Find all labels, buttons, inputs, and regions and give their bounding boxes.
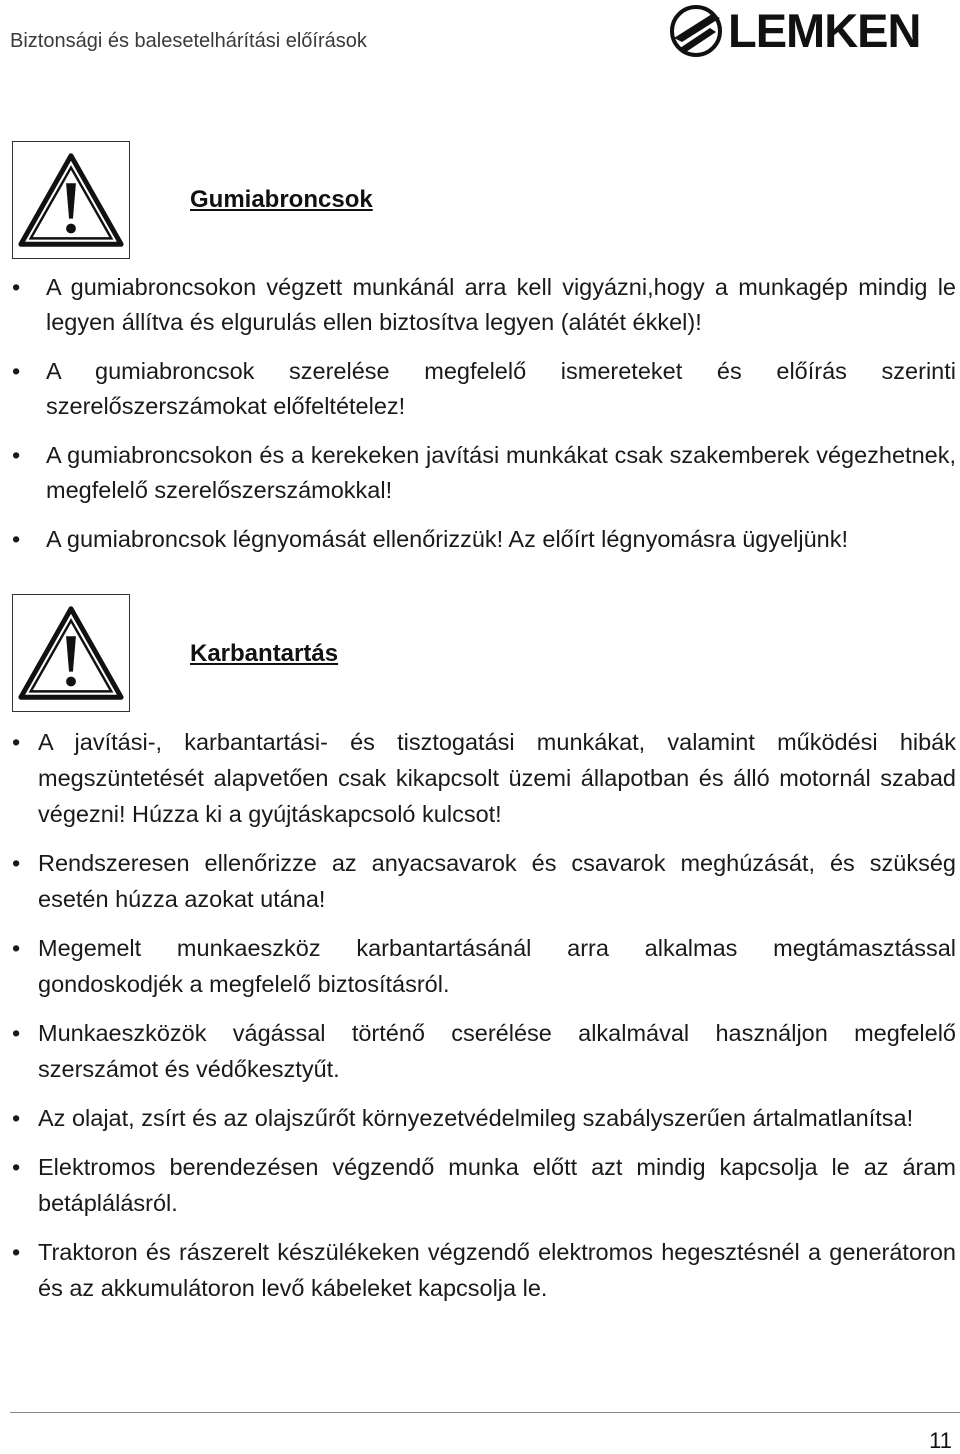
header-title: Biztonsági és balesetelhárítási előírások [10,30,367,52]
list-item: • A gumiabroncsokon és a kerekeken javítási munkákat csak szakemberek végezhetnek, megfelelő szerelőszerszámokkal! [46,438,956,508]
warning-box-1 [12,141,130,259]
page-number: 11 [929,1428,952,1453]
section-title-gumiabroncsok: Gumiabroncsok [190,186,373,213]
logo-text: LEMKEN [728,4,921,57]
list-item: • A gumiabroncsok szerelése megfelelő ismereteket és előírás szerinti szerelőszerszámokat előfeltételez! [46,354,956,424]
maintenance-list [12,724,956,1319]
bullet-icon: • [12,935,21,961]
bullet-icon: • [12,1105,21,1131]
list-item: • Munkaeszközök vágással történő cserélése alkalmával használjon megfelelő szerszámot és védőkesztyűt. [38,1015,956,1087]
page-header [0,0,960,80]
section-title-karbantartas: Karbantartás [190,640,339,667]
bullet-icon: • [12,358,21,384]
bullet-icon: • [12,729,21,755]
warning-triangle-icon [13,142,129,258]
list-item: • Traktoron és rászerelt készülékeken végzendő elektromos hegesztésnél a generátoron és az akkumulátoron levő kábeleket kapcsolja le. [38,1234,956,1306]
list-item: • A javítási-, karbantartási- és tisztogatási munkákat, valamint működési hibák megszüntetését alapvetően csak kikapcsolt üzemi állapotban és álló motornál szabad végezni! Húzza ki a gyújtáskapcsoló kulcsot! [38,724,956,832]
bullet-icon: • [12,442,21,468]
list-item: • Megemelt munkaeszköz karbantartásánál arra alkalmas megtámasztással gondoskodjék a megfelelő biztosításról. [38,930,956,1002]
bullet-icon: • [12,850,21,876]
list-item: • Az olajat, zsírt és az olajszűrőt környezetvédelmileg szabályszerűen ártalmatlanítsa! [38,1100,956,1136]
list-item: • Elektromos berendezésen végzendő munka előtt azt mindig kapcsolja le az áram betáplálásról. [38,1149,956,1221]
warning-triangle-icon [13,595,129,711]
bullet-icon: • [12,274,21,300]
bullet-icon: • [12,1154,21,1180]
lemken-logo-icon [666,4,726,58]
list-item: • Rendszeresen ellenőrizze az anyacsavarok és csavarok meghúzását, és szükség esetén húzza azokat utána! [38,845,956,917]
lemken-logo [666,4,950,58]
tire-safety-list [12,270,956,571]
bullet-icon: • [12,526,21,552]
warning-box-2 [12,594,130,712]
list-item: • A gumiabroncsokon végzett munkánál arra kell vigyázni,hogy a munkagép mindig le legyen állítva és elgurulás ellen biztosítva legyen (alátét ékkel)! [46,270,956,340]
bullet-icon: • [12,1020,21,1046]
bullet-icon: • [12,1239,21,1265]
list-item: • A gumiabroncsok légnyomását ellenőrizzük! Az előírt légnyomásra ügyeljünk! [46,522,956,557]
footer-divider [10,1412,960,1413]
